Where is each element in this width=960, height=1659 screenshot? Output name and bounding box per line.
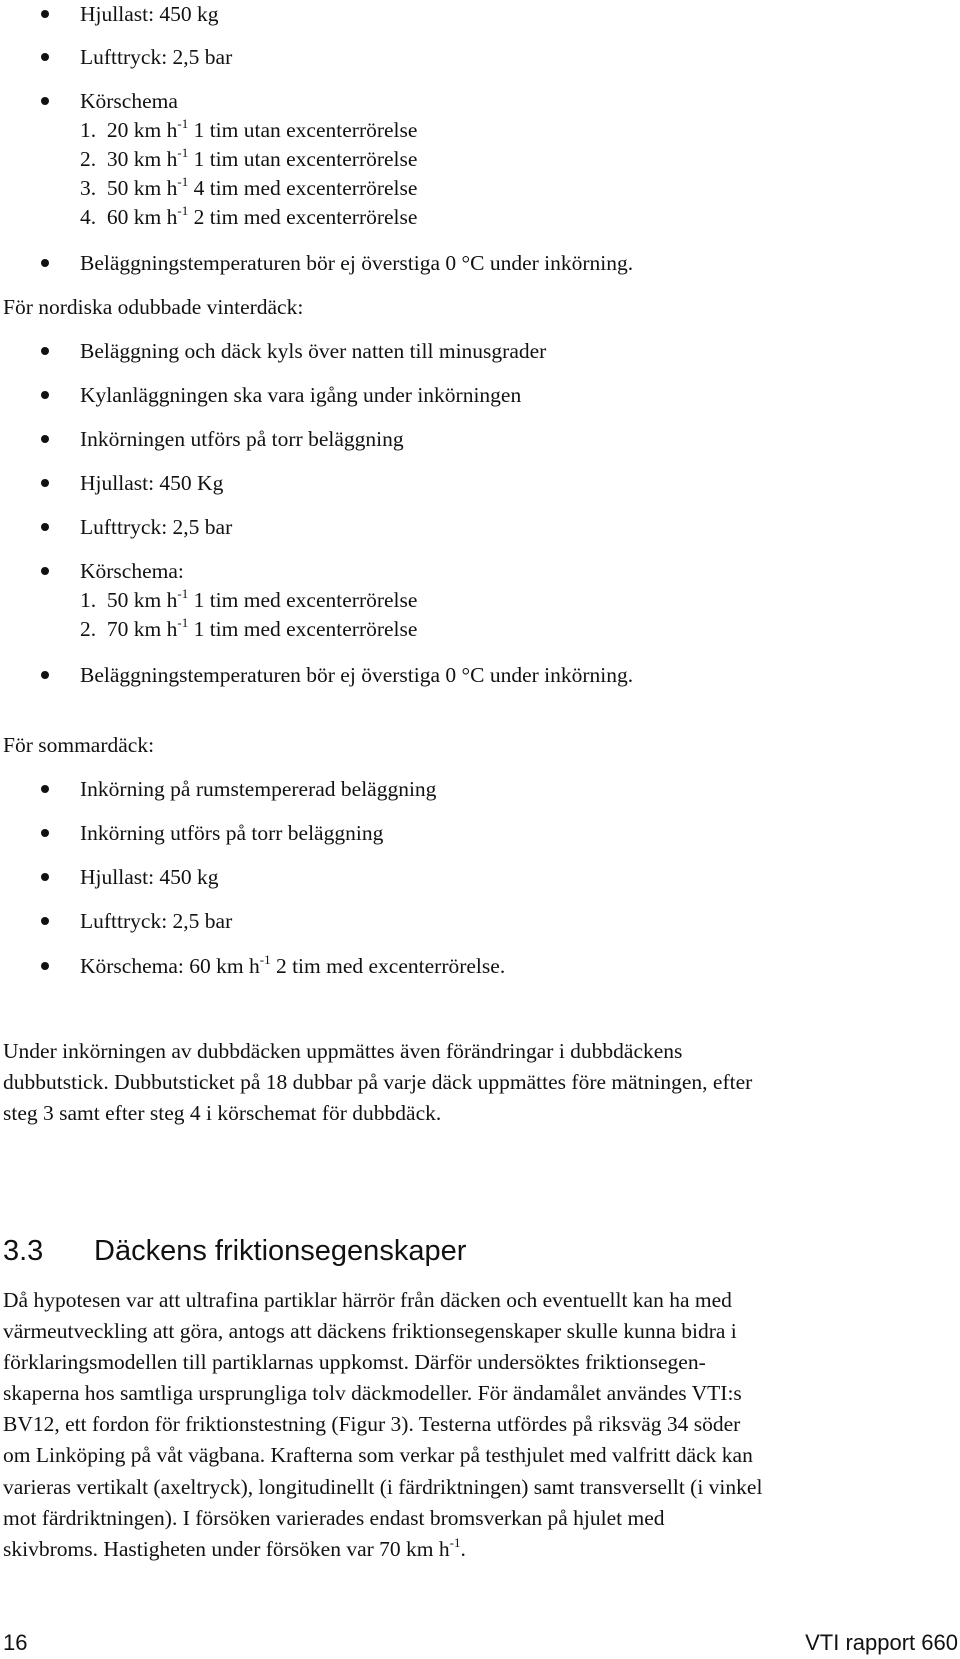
list-item: Lufttryck: 2,5 bar bbox=[80, 909, 233, 933]
bullet bbox=[41, 435, 49, 443]
studs-paragraph: Under inkörningen av dubbdäcken uppmättes även förändringar i dubbdäckens dubbutstick. Dubbutsticket på 18 dubbar på varje däck uppmättes före mätningen, efter steg 3 samt efter steg 4 i körschemat för dubbdäck. bbox=[3, 1039, 753, 1126]
bullet bbox=[41, 829, 49, 837]
bullet bbox=[41, 259, 49, 267]
bullet bbox=[41, 97, 49, 105]
schedule-step: 2. 30 km $h^{-1}$ 1 tim utan excenterrörelse bbox=[80, 145, 418, 171]
list-item: Lufttryck: 2,5 bar bbox=[80, 515, 233, 539]
bullet bbox=[41, 671, 49, 679]
list-item: Inkörning utförs på torr beläggning bbox=[80, 821, 384, 845]
list-item: Inkörning på rumstempererad beläggning bbox=[80, 777, 437, 801]
bullet bbox=[41, 10, 49, 18]
section-intro: För nordiska odubbade vinterdäck: bbox=[3, 295, 304, 319]
section-intro: För sommardäck: bbox=[3, 733, 155, 757]
list-item: Körschema: bbox=[80, 559, 184, 583]
list-item: Körschema: 60 km $h^{-1}$ 2 tim med excenterrörelse. bbox=[80, 952, 506, 978]
section-number: 3.3 bbox=[3, 1235, 44, 1267]
list-item: Körschema bbox=[80, 89, 178, 113]
report-name: VTI rapport 660 bbox=[805, 1630, 958, 1655]
schedule-step: 4. 60 km $h^{-1}$ 2 tim med excenterrörelse bbox=[80, 203, 418, 229]
section-title: Däckens friktionsegenskaper bbox=[94, 1235, 467, 1267]
bullet bbox=[41, 479, 49, 487]
bullet bbox=[41, 53, 49, 61]
list-item: Inkörningen utförs på torr beläggning bbox=[80, 427, 404, 451]
list-item: Kylanläggningen ska vara igång under inkörningen bbox=[80, 383, 522, 407]
schedule-step: 1. 50 km $h^{-1}$ 1 tim med excenterrörelse bbox=[80, 586, 418, 612]
page-number: 16 bbox=[3, 1630, 28, 1655]
bullet bbox=[41, 391, 49, 399]
list-item: Beläggningstemperaturen bör ej överstiga 0 °C under inkörning. bbox=[80, 663, 634, 687]
schedule-step: 1. 20 km $h^{-1}$ 1 tim utan excenterrörelse bbox=[80, 116, 418, 142]
list-item: Lufttryck: 2,5 bar bbox=[80, 45, 233, 69]
bullet bbox=[41, 523, 49, 531]
list-item: Hjullast: 450 Kg bbox=[80, 471, 224, 495]
bullet bbox=[41, 917, 49, 925]
schedule-step: 2. 70 km $h^{-1}$ 1 tim med excenterrörelse bbox=[80, 615, 418, 641]
friction-paragraph: Då hypotesen var att ultrafina partiklar härrör från däcken och eventuellt kan ha med värmeutveckling att göra, antogs att däckens friktionsegenskaper skulle kunna bidra i förklaringsmodellen till partiklarnas uppkomst. Därför undersöktes friktionsegen- skaperna hos samtliga ursprungliga tolv däckmodeller. För ändamålet användes VTI:s BV12, ett fordon för friktionstestning (Figur 3). Testerna utfördes på riksväg 34 söder om Linköping på våt vägbana. Krafterna som verkar på testhjulet med valfritt däck kan varieras vertikalt (axeltryck), longitudinellt (i färdriktningen) samt transversellt (i vinkel mot färdriktningen). I försöken varierades endast bromsverkan på hjulet med skivbroms. Hastigheten under försöken var 70 km $h^{-1}$. bbox=[3, 1288, 763, 1561]
list-item: Beläggningstemperaturen bör ej överstiga 0 °C under inkörning. bbox=[80, 251, 634, 275]
list-item: Hjullast: 450 kg bbox=[80, 865, 219, 889]
bullet bbox=[41, 962, 49, 970]
bullet bbox=[41, 785, 49, 793]
schedule-step: 3. 50 km $h^{-1}$ 4 tim med excenterrörelse bbox=[80, 174, 418, 200]
bullet bbox=[41, 567, 49, 575]
list-item: Hjullast: 450 kg bbox=[80, 2, 219, 26]
bullet bbox=[41, 347, 49, 355]
list-item: Beläggning och däck kyls över natten till minusgrader bbox=[80, 339, 547, 363]
bullet bbox=[41, 873, 49, 881]
